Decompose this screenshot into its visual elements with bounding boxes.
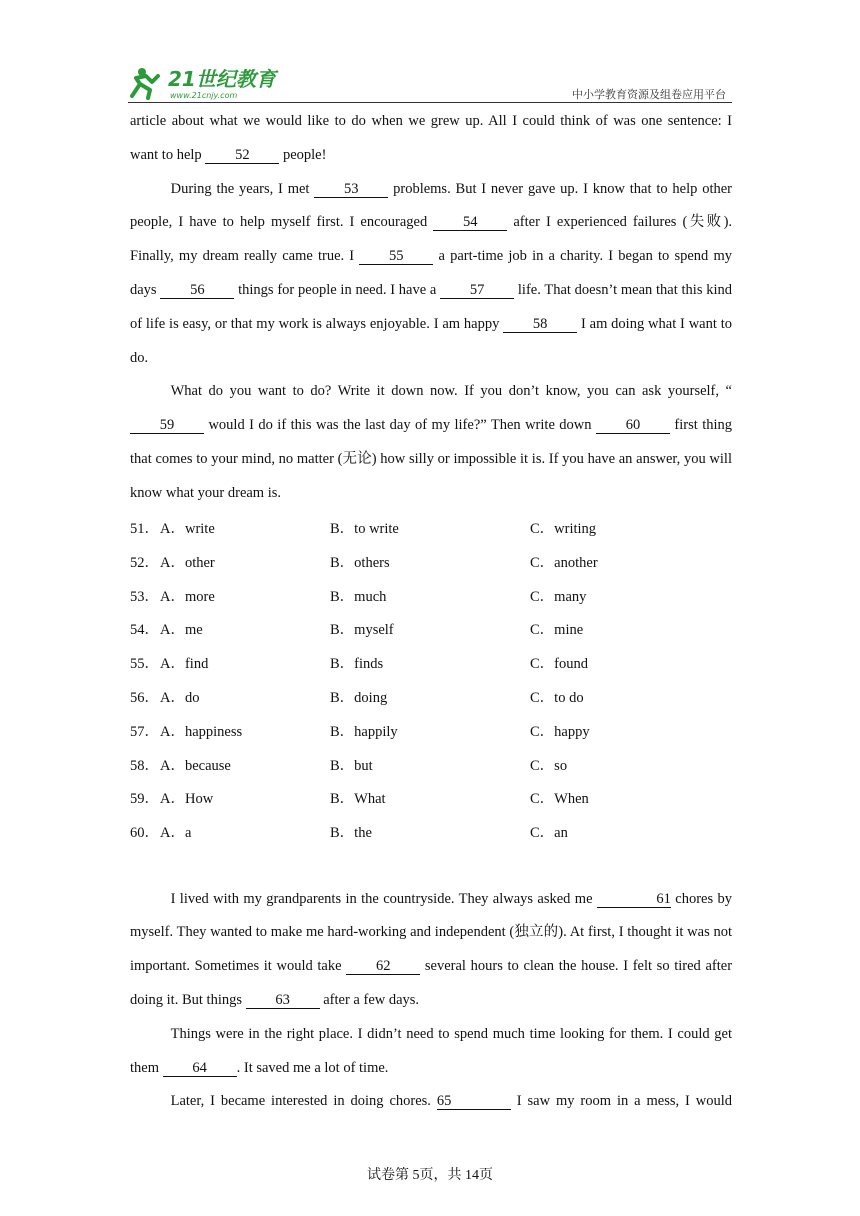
header-rule bbox=[128, 102, 732, 103]
option-c[interactable]: C．happy bbox=[530, 723, 590, 740]
blank-52[interactable]: 52 bbox=[205, 147, 279, 164]
blank-65[interactable]: 65 bbox=[437, 1093, 511, 1110]
option-row-52: 52． A．other B．others C．another bbox=[130, 544, 732, 578]
blank-59[interactable]: 59 bbox=[130, 417, 204, 434]
option-b[interactable]: B．others bbox=[330, 554, 390, 571]
page-header bbox=[128, 62, 732, 104]
option-b[interactable]: B．What bbox=[330, 791, 386, 808]
paragraph-6: Later, I became interested in doing chores. 65 I saw my room in a mess, I would bbox=[170, 1093, 733, 1110]
option-a[interactable]: A．How bbox=[160, 791, 214, 808]
blank-56[interactable]: 56 bbox=[160, 282, 234, 299]
option-row-60: 60． A．a B．the C．an bbox=[130, 815, 732, 849]
option-row-55: 55． A．find B．finds C．found bbox=[130, 646, 732, 680]
blank-61[interactable]: 61 bbox=[597, 891, 671, 908]
platform-name: 中小学教育资源及组卷应用平台 bbox=[572, 88, 726, 101]
paragraph-3: What do you want to do? Write it down now. If you don’t know, you can ask yourself, “59 would I do if this was the last day of my life?” Then write down 60 first thing that comes to your mind, no matter (无论) how silly or impossible it is. If you have an answer, you will know what your dream is. bbox=[130, 383, 733, 501]
option-c[interactable]: C．When bbox=[530, 791, 589, 808]
paragraph-1-line-2: want to help 52 people! bbox=[130, 146, 327, 163]
option-row-57: 57． A．happiness B．happily C．happy bbox=[130, 713, 732, 747]
blank-62[interactable]: 62 bbox=[346, 958, 420, 975]
option-c[interactable]: C．many bbox=[530, 588, 587, 605]
option-row-53: 53． A．more B．much C．many bbox=[130, 578, 732, 612]
option-row-59: 59． A．How B．What C．When bbox=[130, 781, 732, 815]
option-a[interactable]: A．other bbox=[160, 554, 215, 571]
option-row-51: 51． A．write B．to write C．writing bbox=[130, 511, 732, 545]
section-gap bbox=[130, 849, 732, 883]
blank-64[interactable]: 64 bbox=[163, 1060, 237, 1077]
option-a[interactable]: A．do bbox=[160, 689, 200, 706]
logo-text: 21世纪教育 bbox=[168, 67, 276, 91]
blank-60[interactable]: 60 bbox=[596, 417, 670, 434]
option-c[interactable]: C．writing bbox=[530, 520, 597, 537]
logo-graphic bbox=[128, 62, 288, 102]
option-b[interactable]: B．happily bbox=[330, 723, 398, 740]
option-c[interactable]: C．found bbox=[530, 656, 588, 673]
option-b[interactable]: B．the bbox=[330, 825, 372, 842]
option-c[interactable]: C．mine bbox=[530, 622, 584, 639]
blank-55[interactable]: 55 bbox=[359, 248, 433, 265]
paragraph-4: I lived with my grandparents in the countryside. They always asked me 61 chores by myself. They wanted to make me hard-working and independent (独立的). At first, I thought it was not important. Sometimes it would take 62 several hours to clean the house. I felt so tired after doing it. But things 63 after a few days. bbox=[130, 890, 733, 1008]
paragraph-1-line-1: article about what we would like to do when we grew up. All I could think of was one sentence: I bbox=[130, 113, 732, 129]
option-c[interactable]: C．so bbox=[530, 757, 568, 774]
option-b[interactable]: B．myself bbox=[330, 622, 394, 639]
option-b[interactable]: B．but bbox=[330, 757, 373, 774]
options-list bbox=[130, 511, 732, 849]
page-footer: 试卷第 5页，共 14页 bbox=[367, 1168, 493, 1183]
site-logo bbox=[128, 62, 288, 102]
option-row-54: 54． A．me B．myself C．mine bbox=[130, 612, 732, 646]
option-b[interactable]: B．doing bbox=[330, 689, 388, 706]
option-b[interactable]: B．to write bbox=[330, 520, 399, 537]
option-row-58: 58． A．because B．but C．so bbox=[130, 747, 732, 781]
blank-57[interactable]: 57 bbox=[440, 282, 514, 299]
option-c[interactable]: C．to do bbox=[530, 689, 584, 706]
blank-54[interactable]: 54 bbox=[433, 214, 507, 231]
option-c[interactable]: C．another bbox=[530, 554, 598, 571]
option-a[interactable]: A．find bbox=[160, 656, 209, 673]
option-c[interactable]: C．an bbox=[530, 825, 568, 842]
paragraph-5: Things were in the right place. I didn’t need to spend much time looking for them. I could get them 64 . It saved me a lot of time. bbox=[130, 1025, 732, 1076]
option-a[interactable]: A．a bbox=[160, 825, 192, 842]
paragraph-2: During the years, I met 53 problems. But I never gave up. I know that to help other people, I have to help myself first. I encouraged 54 after I experienced failures (失败). Finally, my dream really came true. I 55 a part-time job in a charity. I began to spend my days 56 things for people in need. I have a 57 life. That doesn’t mean that this kind of life is easy, or that my work is always enjoyable. I am happy 58 I am doing what I want to do. bbox=[130, 180, 733, 366]
option-a[interactable]: A．me bbox=[160, 622, 203, 639]
option-a[interactable]: A．more bbox=[160, 588, 215, 605]
option-b[interactable]: B．much bbox=[330, 588, 387, 605]
option-a[interactable]: A．happiness bbox=[160, 723, 243, 740]
blank-53[interactable]: 53 bbox=[314, 181, 388, 198]
option-a[interactable]: A．because bbox=[160, 757, 231, 774]
blank-63[interactable]: 63 bbox=[246, 992, 320, 1009]
blank-58[interactable]: 58 bbox=[503, 316, 577, 333]
option-b[interactable]: B．finds bbox=[330, 656, 384, 673]
option-a[interactable]: A．write bbox=[160, 520, 215, 537]
exam-content bbox=[130, 105, 732, 1119]
logo-url: www.21cnjy.com bbox=[170, 91, 238, 100]
option-row-56: 56． A．do B．doing C．to do bbox=[130, 680, 732, 714]
